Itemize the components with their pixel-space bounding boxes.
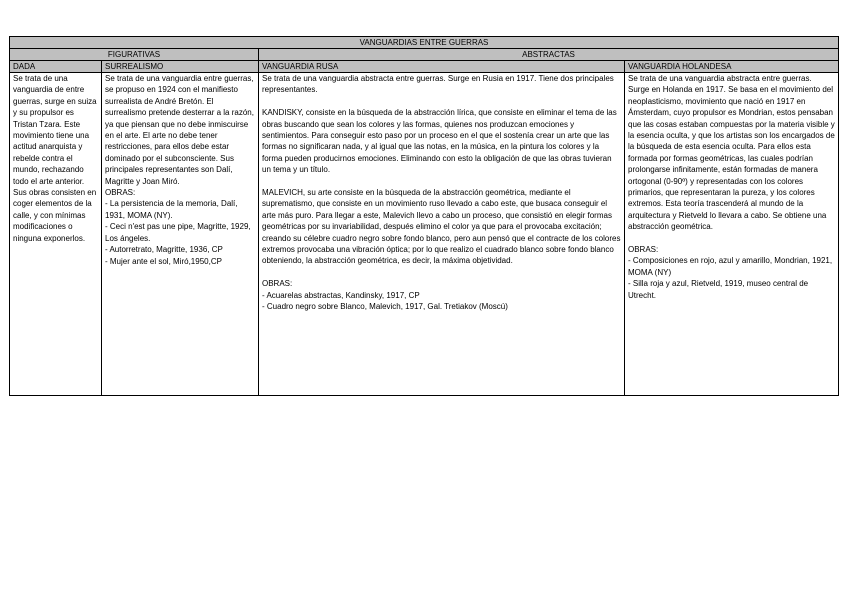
- column-header-surrealismo: SURREALISMO: [102, 61, 259, 73]
- holandesa-obras-list: [628, 255, 835, 301]
- title-row: [10, 37, 839, 49]
- list-item: - Silla roja y azul, Rietveld, 1919, museo central de Utrecht.: [628, 279, 809, 300]
- dada-text: Se trata de una vanguardia de entre guerras, surge en suiza y su propulsor es Tristan Tzara. Este movimiento tiene una actitud anarquista y rebelde contra el mundo, rechazando todo el arte anterior. Sus obras consisten en coger elementos de la calle, y con mínimas modificaciones o ninguna exponerlos.: [13, 74, 97, 243]
- rusa-cell: [259, 73, 625, 396]
- list-item: - Mujer ante el sol, Miró,1950,CP: [105, 256, 222, 266]
- list-item: - Ceci n'est pas une pipe, Magritte, 1929, Los ángeles.: [105, 222, 251, 243]
- list-item: - Acuarelas abstractas, Kandinsky, 1917, CP: [262, 290, 420, 300]
- content-row: [10, 73, 839, 396]
- group-abstractas: ABSTRACTAS: [259, 49, 839, 61]
- holandesa-cell: [625, 73, 839, 396]
- table-title: VANGUARDIAS ENTRE GUERRAS: [10, 37, 839, 49]
- list-item: - Composiciones en rojo, azul y amarillo, Mondrian, 1921, MOMA (NY): [628, 256, 833, 277]
- surrealismo-text: Se trata de una vanguardia entre guerras, se propuso en 1924 con el manifiesto surrealista de André Bretón. El surrealismo pretende desterrar a la razón, ya que piensan que no debe inmiscuirse en el arte. El arte no debe tener restricciones, para ellos debe estar dominado por el subconsciente. Sus principales representantes son Dalí, Magritte y Joan Miró.: [105, 74, 254, 186]
- group-figurativas: FIGURATIVAS: [10, 49, 259, 61]
- rusa-kandisky: KANDISKY, consiste en la búsqueda de la abstracción lírica, que consiste en eliminar el tema de las obras buscando que sean los colores y las formas, quienes nos produzcan emociones y sentimientos. Para conseguir esto paso por un proceso en el que el sostenía crear un arte que las formas no significaran nada, y al igual que las notas, en la música, en la pintura los colores y la forma pueden producirnos emociones. Eliminando con esto la obligación de que las obras tuvieran un tema y un título.: [262, 108, 617, 175]
- column-header-holandesa: VANGUARDIA HOLANDESA: [625, 61, 839, 73]
- list-item: - Cuadro negro sobre Blanco, Malevich, 1917, Gal. Tretiakov (Moscú): [262, 302, 508, 312]
- list-item: - Autorretrato, Magritte, 1936, CP: [105, 245, 223, 255]
- surrealismo-obras-title: OBRAS:: [105, 188, 136, 198]
- holandesa-text: Se trata de una vanguardia abstracta entre guerras. Surge en Holanda en 1917. Se basa en el movimiento del neoplasticismo, movimiento que nació en 1917 en Ámsterdam, cuyo propulsor es Mondrian, estos pensaban que las cosas estaban compuestas por la materia visible y la esencia oculta, y que los artistas son los encargados de la búsqueda de esta esencia oculta. Para ellos esta formada por formas geométricas, las cuales podrían prolongarse infinitamente, están formadas de manera ortogonal (0-90º) y representadas con los colores primarios, que representaran la pureza, y los colores extremos. Esta teoría trascenderá al mundo de la arquitectura y Rietveld lo llevara a cabo. Se obtiene una abstracción geométrica.: [628, 74, 835, 232]
- rusa-intro: Se trata de una vanguardia abstracta entre guerras. Surge en Rusia en 1917. Tiene dos principales representantes.: [262, 74, 614, 95]
- list-item: - La persistencia de la memoria, Dalí, 1931, MOMA (NY).: [105, 199, 238, 220]
- column-header-rusa: VANGUARDIA RUSA: [259, 61, 625, 73]
- surrealismo-obras-list: [105, 198, 255, 266]
- rusa-obras-list: [262, 290, 621, 313]
- group-row: [10, 49, 839, 61]
- dada-cell: [10, 73, 102, 396]
- column-header-row: [10, 61, 839, 73]
- rusa-malevich: MALEVICH, su arte consiste en la búsqueda de la abstracción geométrica, mediante el suprematismo, que consiste en un movimiento ruso llevado a cabo este, que busaca conseguir el arte más puro. Para llegar a este, Malevich llevo a cabo un proceso, que consistió en elegir formas geométricas por su invariabilidad, después elimino el color ya que para el provocaba excitación; creando su célebre cuadro negro sobre fondo blanco, pero aun pensó que el contracte de los colores extremos provocaba una vibración óptica; por lo que realizo el cuadrado blanco sobre fondo blanco obteniendo, la abstracción geométrica, es decir, la máxima objetividad.: [262, 188, 621, 266]
- rusa-obras-title: OBRAS:: [262, 279, 293, 289]
- column-header-dada: DADA: [10, 61, 102, 73]
- holandesa-obras-title: OBRAS:: [628, 245, 659, 255]
- surrealismo-cell: [102, 73, 259, 396]
- vanguardias-table: [9, 36, 839, 396]
